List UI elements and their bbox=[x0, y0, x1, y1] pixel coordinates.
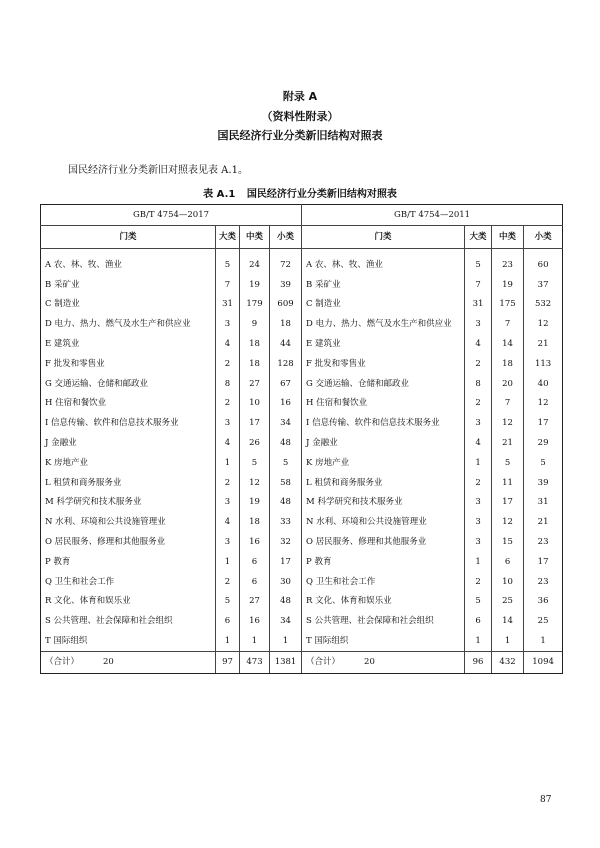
division-count-2017: 1 bbox=[216, 631, 240, 651]
group-count-2017: 1 bbox=[240, 631, 270, 651]
group-count-2017: 18 bbox=[240, 334, 270, 354]
table-row bbox=[41, 354, 563, 374]
section-name-2017: Q 卫生和社会工作 bbox=[41, 572, 216, 592]
class-count-2017: 67 bbox=[270, 374, 302, 394]
division-count-2011: 3 bbox=[465, 413, 492, 433]
section-name-2017: D 电力、热力、燃气及水生产和供应业 bbox=[41, 314, 216, 334]
division-count-2017: 8 bbox=[216, 374, 240, 394]
table-row bbox=[41, 631, 563, 651]
division-count-2011: 5 bbox=[465, 592, 492, 612]
table-caption-number: 表 A.1 bbox=[203, 189, 236, 200]
division-count-2011: 1 bbox=[465, 453, 492, 473]
total-label: （合计） bbox=[45, 657, 80, 668]
section-name-2011: C 制造业 bbox=[302, 295, 465, 315]
section-name-2017: K 房地产业 bbox=[41, 453, 216, 473]
division-count-2017: 5 bbox=[216, 249, 240, 275]
table-row bbox=[41, 314, 563, 334]
group-count-2017: 27 bbox=[240, 592, 270, 612]
group-count-2017: 10 bbox=[240, 394, 270, 414]
total-division-count: 96 bbox=[465, 651, 492, 673]
class-count-2011: 36 bbox=[524, 592, 563, 612]
total-sections-count: 20 bbox=[103, 657, 114, 668]
total-label: （合计） bbox=[306, 657, 341, 668]
class-count-2011: 21 bbox=[524, 512, 563, 532]
table-row bbox=[41, 394, 563, 414]
division-count-2011: 4 bbox=[465, 433, 492, 453]
group-count-2017: 19 bbox=[240, 493, 270, 513]
table-row bbox=[41, 611, 563, 631]
section-name-2017: R 文化、体育和娱乐业 bbox=[41, 592, 216, 612]
group-count-2011: 5 bbox=[492, 453, 524, 473]
table-row bbox=[41, 334, 563, 354]
class-count-2017: 39 bbox=[270, 275, 302, 295]
group-count-2017: 12 bbox=[240, 473, 270, 493]
division-count-2011: 3 bbox=[465, 314, 492, 334]
table-row bbox=[41, 552, 563, 572]
group-count-2017: 17 bbox=[240, 413, 270, 433]
class-count-2011: 23 bbox=[524, 532, 563, 552]
section-name-2011: S 公共管理、社会保障和社会组织 bbox=[302, 611, 465, 631]
section-name-2011: K 房地产业 bbox=[302, 453, 465, 473]
section-name-2011: I 信息传输、软件和信息技术服务业 bbox=[302, 413, 465, 433]
group-count-2017: 6 bbox=[240, 572, 270, 592]
group-count-2017: 16 bbox=[240, 611, 270, 631]
class-count-2017: 32 bbox=[270, 532, 302, 552]
group-count-2017: 16 bbox=[240, 532, 270, 552]
total-group-count: 432 bbox=[492, 651, 524, 673]
group-count-2011: 21 bbox=[492, 433, 524, 453]
division-count-2011: 2 bbox=[465, 572, 492, 592]
group-count-2017: 19 bbox=[240, 275, 270, 295]
division-count-2017: 1 bbox=[216, 552, 240, 572]
group-count-2011: 23 bbox=[492, 249, 524, 275]
division-count-2011: 6 bbox=[465, 611, 492, 631]
table-row bbox=[41, 453, 563, 473]
section-name-2011: O 居民服务、修理和其他服务业 bbox=[302, 532, 465, 552]
total-class-count: 1381 bbox=[270, 651, 302, 673]
section-name-2011: M 科学研究和技术服务业 bbox=[302, 493, 465, 513]
total-group-count: 473 bbox=[240, 651, 270, 673]
division-count-2011: 4 bbox=[465, 334, 492, 354]
col-header-section: 门类 bbox=[41, 226, 216, 249]
section-name-2017: O 居民服务、修理和其他服务业 bbox=[41, 532, 216, 552]
class-count-2017: 5 bbox=[270, 453, 302, 473]
class-count-2011: 113 bbox=[524, 354, 563, 374]
class-count-2011: 29 bbox=[524, 433, 563, 453]
division-count-2017: 2 bbox=[216, 572, 240, 592]
group-count-2011: 12 bbox=[492, 512, 524, 532]
total-division-count: 97 bbox=[216, 651, 240, 673]
class-count-2017: 1 bbox=[270, 631, 302, 651]
table-row bbox=[41, 374, 563, 394]
group-count-2017: 26 bbox=[240, 433, 270, 453]
section-name-2017: N 水利、环境和公共设施管理业 bbox=[41, 512, 216, 532]
class-count-2011: 31 bbox=[524, 493, 563, 513]
table-row bbox=[41, 249, 563, 275]
division-count-2011: 2 bbox=[465, 354, 492, 374]
class-count-2017: 33 bbox=[270, 512, 302, 532]
section-name-2011: H 住宿和餐饮业 bbox=[302, 394, 465, 414]
col-header-section: 门类 bbox=[302, 226, 465, 249]
class-count-2011: 21 bbox=[524, 334, 563, 354]
right-standard-header: GB/T 4754—2011 bbox=[302, 205, 563, 226]
division-count-2011: 8 bbox=[465, 374, 492, 394]
division-count-2011: 3 bbox=[465, 493, 492, 513]
group-count-2017: 24 bbox=[240, 249, 270, 275]
division-count-2011: 1 bbox=[465, 631, 492, 651]
class-count-2017: 34 bbox=[270, 413, 302, 433]
class-count-2017: 72 bbox=[270, 249, 302, 275]
section-name-2011: G 交通运输、仓储和邮政业 bbox=[302, 374, 465, 394]
division-count-2017: 1 bbox=[216, 453, 240, 473]
table-row bbox=[41, 413, 563, 433]
class-count-2011: 37 bbox=[524, 275, 563, 295]
division-count-2017: 5 bbox=[216, 592, 240, 612]
section-name-2011: B 采矿业 bbox=[302, 275, 465, 295]
division-count-2017: 2 bbox=[216, 394, 240, 414]
class-count-2011: 39 bbox=[524, 473, 563, 493]
section-name-2011: L 租赁和商务服务业 bbox=[302, 473, 465, 493]
division-count-2017: 3 bbox=[216, 314, 240, 334]
section-name-2011: N 水利、环境和公共设施管理业 bbox=[302, 512, 465, 532]
class-count-2011: 12 bbox=[524, 314, 563, 334]
group-count-2011: 11 bbox=[492, 473, 524, 493]
class-count-2011: 23 bbox=[524, 572, 563, 592]
group-count-2011: 17 bbox=[492, 493, 524, 513]
group-count-2017: 18 bbox=[240, 354, 270, 374]
division-count-2017: 7 bbox=[216, 275, 240, 295]
class-count-2017: 16 bbox=[270, 394, 302, 414]
division-count-2017: 2 bbox=[216, 354, 240, 374]
group-count-2011: 175 bbox=[492, 295, 524, 315]
class-count-2017: 30 bbox=[270, 572, 302, 592]
class-count-2011: 60 bbox=[524, 249, 563, 275]
col-header-class: 小类 bbox=[524, 226, 563, 249]
class-count-2011: 532 bbox=[524, 295, 563, 315]
table-row bbox=[41, 572, 563, 592]
table-row bbox=[41, 512, 563, 532]
total-left-cell bbox=[41, 651, 216, 673]
table-caption-title: 国民经济行业分类新旧结构对照表 bbox=[246, 189, 397, 200]
class-count-2017: 48 bbox=[270, 493, 302, 513]
group-count-2017: 27 bbox=[240, 374, 270, 394]
class-count-2017: 128 bbox=[270, 354, 302, 374]
col-header-class: 小类 bbox=[270, 226, 302, 249]
division-count-2011: 31 bbox=[465, 295, 492, 315]
class-count-2017: 18 bbox=[270, 314, 302, 334]
section-name-2011: A 农、林、牧、渔业 bbox=[302, 249, 465, 275]
table-row bbox=[41, 433, 563, 453]
table-body bbox=[41, 249, 563, 652]
group-count-2017: 18 bbox=[240, 512, 270, 532]
group-count-2011: 10 bbox=[492, 572, 524, 592]
division-count-2017: 3 bbox=[216, 413, 240, 433]
division-count-2011: 3 bbox=[465, 532, 492, 552]
section-name-2017: E 建筑业 bbox=[41, 334, 216, 354]
group-count-2011: 19 bbox=[492, 275, 524, 295]
section-name-2017: A 农、林、牧、渔业 bbox=[41, 249, 216, 275]
intro-paragraph: 国民经济行业分类新旧对照表见表 A.1。 bbox=[68, 165, 248, 176]
page-number: 87 bbox=[540, 795, 552, 805]
section-name-2011: J 金融业 bbox=[302, 433, 465, 453]
group-count-2011: 15 bbox=[492, 532, 524, 552]
section-name-2017: L 租赁和商务服务业 bbox=[41, 473, 216, 493]
class-count-2011: 12 bbox=[524, 394, 563, 414]
table-row bbox=[41, 592, 563, 612]
table-row bbox=[41, 532, 563, 552]
section-name-2011: T 国际组织 bbox=[302, 631, 465, 651]
class-count-2017: 58 bbox=[270, 473, 302, 493]
class-count-2011: 17 bbox=[524, 413, 563, 433]
section-name-2011: D 电力、热力、燃气及水生产和供应业 bbox=[302, 314, 465, 334]
section-name-2017: F 批发和零售业 bbox=[41, 354, 216, 374]
appendix-heading: 附录 A bbox=[282, 90, 318, 103]
section-name-2017: H 住宿和餐饮业 bbox=[41, 394, 216, 414]
col-header-group: 中类 bbox=[240, 226, 270, 249]
group-count-2011: 18 bbox=[492, 354, 524, 374]
division-count-2017: 4 bbox=[216, 512, 240, 532]
total-class-count: 1094 bbox=[524, 651, 563, 673]
table-caption bbox=[0, 188, 600, 201]
group-count-2011: 14 bbox=[492, 611, 524, 631]
class-count-2017: 48 bbox=[270, 592, 302, 612]
class-count-2011: 25 bbox=[524, 611, 563, 631]
division-count-2017: 4 bbox=[216, 334, 240, 354]
section-name-2011: P 教育 bbox=[302, 552, 465, 572]
section-name-2011: F 批发和零售业 bbox=[302, 354, 465, 374]
section-name-2011: Q 卫生和社会工作 bbox=[302, 572, 465, 592]
group-count-2011: 7 bbox=[492, 314, 524, 334]
division-count-2011: 5 bbox=[465, 249, 492, 275]
division-count-2017: 4 bbox=[216, 433, 240, 453]
division-count-2011: 3 bbox=[465, 512, 492, 532]
group-count-2017: 9 bbox=[240, 314, 270, 334]
division-count-2011: 2 bbox=[465, 473, 492, 493]
class-count-2011: 40 bbox=[524, 374, 563, 394]
table-row bbox=[41, 473, 563, 493]
group-count-2011: 6 bbox=[492, 552, 524, 572]
class-count-2017: 17 bbox=[270, 552, 302, 572]
group-count-2011: 25 bbox=[492, 592, 524, 612]
total-sections-count: 20 bbox=[364, 657, 375, 668]
section-name-2017: C 制造业 bbox=[41, 295, 216, 315]
section-name-2017: T 国际组织 bbox=[41, 631, 216, 651]
appendix-title: 国民经济行业分类新旧结构对照表 bbox=[217, 129, 383, 142]
totals-row bbox=[41, 651, 563, 673]
group-count-2017: 179 bbox=[240, 295, 270, 315]
group-count-2017: 6 bbox=[240, 552, 270, 572]
appendix-nature: （资料性附录） bbox=[261, 110, 339, 123]
division-count-2017: 31 bbox=[216, 295, 240, 315]
group-count-2017: 5 bbox=[240, 453, 270, 473]
section-name-2017: I 信息传输、软件和信息技术服务业 bbox=[41, 413, 216, 433]
group-count-2011: 14 bbox=[492, 334, 524, 354]
section-name-2011: E 建筑业 bbox=[302, 334, 465, 354]
division-count-2011: 1 bbox=[465, 552, 492, 572]
class-count-2011: 17 bbox=[524, 552, 563, 572]
section-name-2011: R 文化、体育和娱乐业 bbox=[302, 592, 465, 612]
class-count-2011: 1 bbox=[524, 631, 563, 651]
class-count-2017: 48 bbox=[270, 433, 302, 453]
section-name-2017: G 交通运输、仓储和邮政业 bbox=[41, 374, 216, 394]
section-name-2017: P 教育 bbox=[41, 552, 216, 572]
section-name-2017: B 采矿业 bbox=[41, 275, 216, 295]
division-count-2017: 3 bbox=[216, 532, 240, 552]
class-count-2017: 44 bbox=[270, 334, 302, 354]
division-count-2011: 7 bbox=[465, 275, 492, 295]
group-count-2011: 1 bbox=[492, 631, 524, 651]
table-row bbox=[41, 493, 563, 513]
total-right-cell bbox=[302, 651, 465, 673]
group-count-2011: 12 bbox=[492, 413, 524, 433]
division-count-2011: 2 bbox=[465, 394, 492, 414]
col-header-group: 中类 bbox=[492, 226, 524, 249]
division-count-2017: 2 bbox=[216, 473, 240, 493]
class-count-2017: 609 bbox=[270, 295, 302, 315]
section-name-2017: S 公共管理、社会保障和社会组织 bbox=[41, 611, 216, 631]
table-row bbox=[41, 275, 563, 295]
group-count-2011: 20 bbox=[492, 374, 524, 394]
section-name-2017: M 科学研究和技术服务业 bbox=[41, 493, 216, 513]
col-header-division: 大类 bbox=[216, 226, 240, 249]
class-count-2011: 5 bbox=[524, 453, 563, 473]
left-standard-header: GB/T 4754—2017 bbox=[41, 205, 302, 226]
division-count-2017: 6 bbox=[216, 611, 240, 631]
table-row bbox=[41, 295, 563, 315]
division-count-2017: 3 bbox=[216, 493, 240, 513]
section-name-2017: J 金融业 bbox=[41, 433, 216, 453]
class-count-2017: 34 bbox=[270, 611, 302, 631]
classification-comparison-table bbox=[40, 204, 563, 674]
group-count-2011: 7 bbox=[492, 394, 524, 414]
col-header-division: 大类 bbox=[465, 226, 492, 249]
